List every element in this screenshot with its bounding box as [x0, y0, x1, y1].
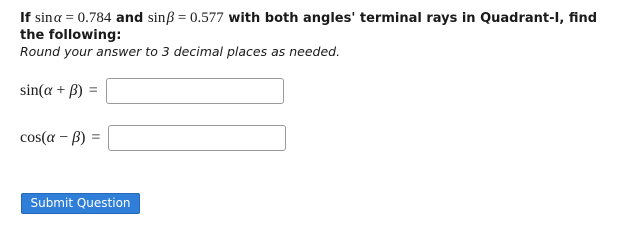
equals-sign: =	[88, 82, 98, 99]
sin-beta-expression: sin β = 0.577	[147, 10, 224, 26]
answer-row-sin-sum	[20, 78, 284, 104]
question-and: and	[115, 11, 144, 26]
question-text	[20, 10, 616, 44]
sin-sum-expression: sin(α + β)	[20, 82, 83, 99]
sin-beta-value: 0.577	[190, 10, 224, 26]
answer-row-cos-diff	[20, 125, 286, 151]
cos-diff-expression: cos(α − β)	[20, 129, 86, 146]
cos-diff-answer-input[interactable]	[108, 125, 286, 151]
sin-alpha-expression: sin α = 0.784	[35, 10, 112, 26]
question-tail: with both angles' terminal rays in Quadrant-I, find the following:	[20, 11, 598, 43]
submit-question-button[interactable]: Submit Question	[21, 193, 140, 214]
equals-sign: =	[91, 129, 101, 146]
sin-sum-answer-input[interactable]	[106, 78, 284, 104]
rounding-hint: Round your answer to 3 decimal places as needed.	[20, 44, 341, 59]
sin-alpha-value: 0.784	[77, 10, 112, 26]
question-intro: If	[20, 11, 31, 26]
